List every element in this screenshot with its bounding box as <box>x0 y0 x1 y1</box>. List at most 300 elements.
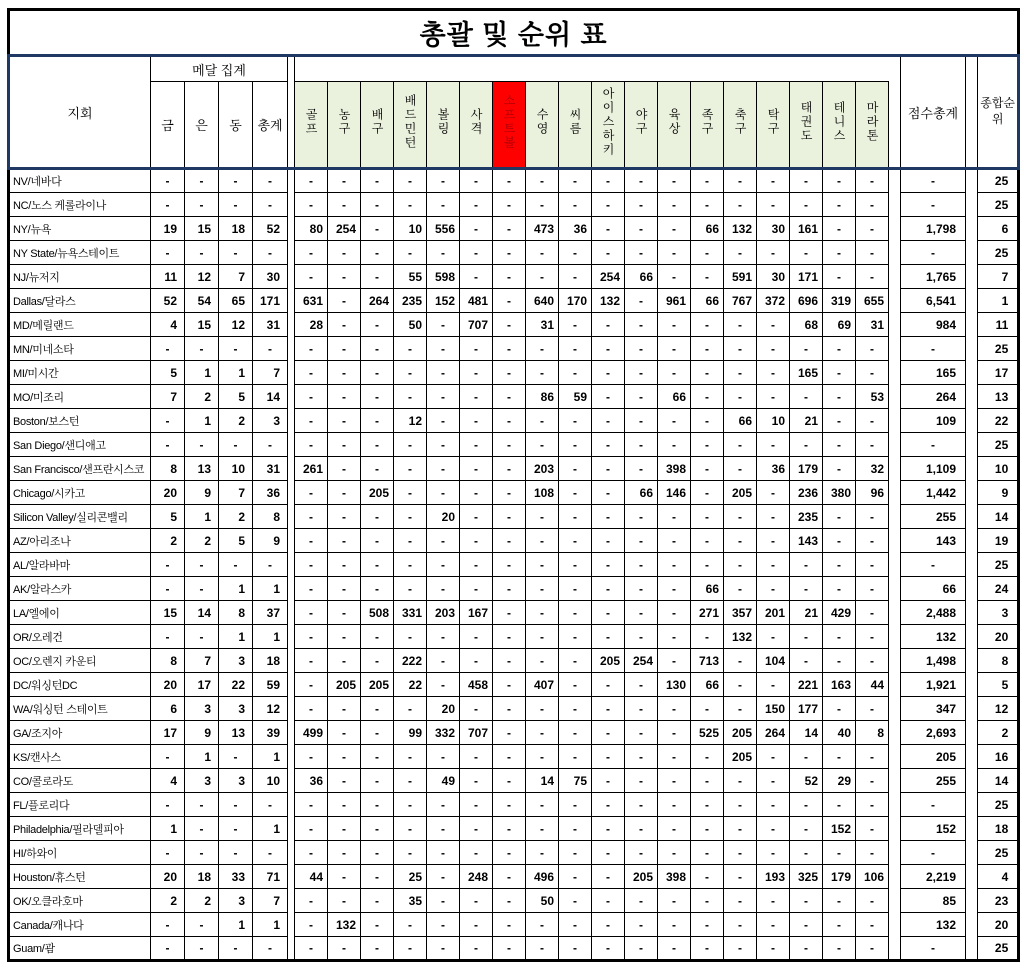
sport-cell: 10 <box>394 217 427 241</box>
table-row <box>9 169 1019 193</box>
sport-cell: - <box>526 409 559 433</box>
silver-cell: - <box>185 937 219 961</box>
gold-cell: 4 <box>151 313 185 337</box>
column-spacer <box>288 865 295 889</box>
column-spacer <box>966 697 978 721</box>
table-row <box>9 193 1019 217</box>
sport-cell: - <box>658 553 691 577</box>
column-spacer <box>288 769 295 793</box>
column-spacer <box>966 241 978 265</box>
sport-cell: - <box>526 937 559 961</box>
chapter-cell: NY/뉴욕 <box>9 217 151 241</box>
sport-cell: - <box>592 505 625 529</box>
sport-cell: 205 <box>724 745 757 769</box>
column-spacer <box>288 697 295 721</box>
sport-cell: - <box>295 433 328 457</box>
silver-cell: - <box>185 193 219 217</box>
sport-cell: - <box>592 313 625 337</box>
column-spacer <box>288 433 295 457</box>
sport-cell: 319 <box>823 289 856 313</box>
silver-cell: 1 <box>185 745 219 769</box>
sport-cell: - <box>394 385 427 409</box>
rank-cell: 25 <box>978 337 1019 361</box>
sport-cell: - <box>526 841 559 865</box>
sport-cell: - <box>592 769 625 793</box>
silver-cell: 9 <box>185 721 219 745</box>
sport-cell: - <box>559 457 592 481</box>
sport-cell: - <box>394 337 427 361</box>
sport-cell: - <box>691 193 724 217</box>
bronze-cell: 1 <box>219 361 253 385</box>
sport-cell: 12 <box>394 409 427 433</box>
sport-cell: 163 <box>823 673 856 697</box>
sport-cell: - <box>823 169 856 193</box>
sport-cell: - <box>658 937 691 961</box>
sport-cell: - <box>427 817 460 841</box>
sport-cell: - <box>427 577 460 601</box>
sport-cell: - <box>328 889 361 913</box>
sport-cell: - <box>823 433 856 457</box>
column-spacer <box>966 553 978 577</box>
table-row <box>9 721 1019 745</box>
sport-cell: - <box>658 745 691 769</box>
rank-cell: 25 <box>978 793 1019 817</box>
bronze-cell: - <box>219 241 253 265</box>
col-header-sport: 수영 <box>526 82 559 169</box>
sport-cell: - <box>625 457 658 481</box>
rank-cell: 2 <box>978 721 1019 745</box>
silver-cell: 1 <box>185 409 219 433</box>
sport-cell: - <box>559 913 592 937</box>
silver-cell: 54 <box>185 289 219 313</box>
score-total-cell: - <box>901 553 966 577</box>
sport-cell: - <box>394 361 427 385</box>
sport-cell: - <box>856 793 889 817</box>
sport-cell: - <box>460 913 493 937</box>
medal-total-cell: 36 <box>253 481 288 505</box>
column-spacer <box>889 865 901 889</box>
sport-cell: - <box>757 625 790 649</box>
sport-cell: - <box>757 529 790 553</box>
sport-cell: - <box>295 169 328 193</box>
silver-cell: - <box>185 433 219 457</box>
chapter-cell: San Diego/샌디애고 <box>9 433 151 457</box>
sport-cell: - <box>823 217 856 241</box>
bronze-cell: 1 <box>219 625 253 649</box>
rank-cell: 1 <box>978 289 1019 313</box>
sport-cell: 380 <box>823 481 856 505</box>
sport-cell: 205 <box>328 673 361 697</box>
sport-cell: - <box>823 505 856 529</box>
sport-cell: 20 <box>427 697 460 721</box>
sport-cell: - <box>526 529 559 553</box>
sport-cell: - <box>493 409 526 433</box>
column-spacer <box>288 361 295 385</box>
sport-cell: - <box>493 217 526 241</box>
chapter-cell: Canada/캐나다 <box>9 913 151 937</box>
score-total-cell: 165 <box>901 361 966 385</box>
column-spacer <box>889 553 901 577</box>
sport-cell: - <box>460 337 493 361</box>
chapter-cell: CO/콜로라도 <box>9 769 151 793</box>
column-spacer <box>288 937 295 961</box>
rank-cell: 4 <box>978 865 1019 889</box>
table-row <box>9 529 1019 553</box>
rank-cell: 18 <box>978 817 1019 841</box>
sport-cell: - <box>493 793 526 817</box>
sport-cell: - <box>724 529 757 553</box>
sport-cell: - <box>823 265 856 289</box>
sport-cell: - <box>493 913 526 937</box>
medal-total-cell: - <box>253 433 288 457</box>
sport-cell: - <box>328 193 361 217</box>
medal-total-cell: 171 <box>253 289 288 313</box>
sport-cell: - <box>625 385 658 409</box>
sport-cell: - <box>724 865 757 889</box>
sport-cell: - <box>427 409 460 433</box>
sport-cell: - <box>295 361 328 385</box>
column-spacer <box>889 193 901 217</box>
sport-cell: - <box>658 697 691 721</box>
sport-cell: 372 <box>757 289 790 313</box>
sport-cell: 132 <box>328 913 361 937</box>
bronze-cell: 3 <box>219 649 253 673</box>
sport-cell: 458 <box>460 673 493 697</box>
medal-total-cell: 31 <box>253 313 288 337</box>
gold-cell: 8 <box>151 649 185 673</box>
column-spacer <box>288 649 295 673</box>
chapter-cell: GA/조지아 <box>9 721 151 745</box>
chapter-cell: AZ/아리조나 <box>9 529 151 553</box>
silver-cell: 17 <box>185 673 219 697</box>
sport-cell: - <box>526 577 559 601</box>
sport-cell: - <box>394 937 427 961</box>
sport-cell: - <box>625 217 658 241</box>
bronze-cell: 65 <box>219 289 253 313</box>
medal-total-cell: - <box>253 841 288 865</box>
column-spacer <box>889 721 901 745</box>
sport-cell: - <box>691 433 724 457</box>
sport-cell: - <box>856 529 889 553</box>
gold-cell: - <box>151 409 185 433</box>
sport-cell: - <box>493 625 526 649</box>
bronze-cell: - <box>219 193 253 217</box>
column-spacer <box>966 313 978 337</box>
column-spacer <box>889 361 901 385</box>
sport-cell: - <box>757 313 790 337</box>
column-spacer <box>889 217 901 241</box>
table-row <box>9 289 1019 313</box>
bronze-cell: 3 <box>219 889 253 913</box>
col-header-silver: 은 <box>185 82 219 169</box>
sport-cell: - <box>361 793 394 817</box>
sport-cell: - <box>757 793 790 817</box>
score-total-cell: 6,541 <box>901 289 966 313</box>
silver-cell: 13 <box>185 457 219 481</box>
column-spacer <box>889 601 901 625</box>
sport-cell: - <box>427 937 460 961</box>
table-row <box>9 553 1019 577</box>
gold-cell: 20 <box>151 673 185 697</box>
sport-cell: 49 <box>427 769 460 793</box>
chapter-cell: NV/네바다 <box>9 169 151 193</box>
rank-cell: 16 <box>978 745 1019 769</box>
col-header-sport: 테니스 <box>823 82 856 169</box>
chapter-cell: Guam/괌 <box>9 937 151 961</box>
sport-cell: - <box>592 745 625 769</box>
sport-cell: - <box>724 577 757 601</box>
column-spacer <box>889 793 901 817</box>
bronze-cell: - <box>219 337 253 361</box>
column-spacer <box>288 505 295 529</box>
sport-cell: 170 <box>559 289 592 313</box>
sport-cell: - <box>856 409 889 433</box>
sport-cell: - <box>658 625 691 649</box>
col-header-sport: 육상 <box>658 82 691 169</box>
sport-cell: - <box>559 841 592 865</box>
sport-cell: - <box>427 553 460 577</box>
sport-cell: - <box>361 169 394 193</box>
sport-cell: 201 <box>757 601 790 625</box>
score-total-cell: 1,798 <box>901 217 966 241</box>
sport-cell: - <box>592 673 625 697</box>
sport-cell: - <box>526 601 559 625</box>
sport-cell: - <box>328 553 361 577</box>
column-spacer <box>966 673 978 697</box>
sport-cell: - <box>493 553 526 577</box>
sport-cell: 106 <box>856 865 889 889</box>
sport-cell: - <box>361 409 394 433</box>
sport-cell: - <box>460 625 493 649</box>
col-header-gold: 금 <box>151 82 185 169</box>
sport-cell: 14 <box>790 721 823 745</box>
sport-cell: 50 <box>394 313 427 337</box>
sport-cell: - <box>295 193 328 217</box>
sport-cell: - <box>427 841 460 865</box>
sport-cell: - <box>658 889 691 913</box>
sport-cell: - <box>823 625 856 649</box>
sport-cell: - <box>394 193 427 217</box>
sport-cell: - <box>625 817 658 841</box>
table-title: 총괄 및 순위 표 <box>9 10 1019 56</box>
sport-cell: - <box>592 793 625 817</box>
sport-cell: 205 <box>724 481 757 505</box>
column-spacer <box>889 241 901 265</box>
sport-cell: 631 <box>295 289 328 313</box>
sport-cell: 767 <box>724 289 757 313</box>
sport-cell: - <box>625 769 658 793</box>
sport-cell: - <box>361 265 394 289</box>
medal-total-cell: 37 <box>253 601 288 625</box>
sport-cell: - <box>361 769 394 793</box>
column-spacer <box>889 673 901 697</box>
sport-cell: 31 <box>856 313 889 337</box>
sport-cell: - <box>625 433 658 457</box>
col-header-sport: 사격 <box>460 82 493 169</box>
sport-cell: - <box>691 337 724 361</box>
column-spacer <box>966 745 978 769</box>
sport-cell: - <box>559 361 592 385</box>
sport-cell: - <box>856 193 889 217</box>
sport-cell: - <box>856 217 889 241</box>
sport-cell: - <box>691 385 724 409</box>
score-total-cell: 205 <box>901 745 966 769</box>
chapter-cell: Philadelphia/필라델피아 <box>9 817 151 841</box>
sport-cell: - <box>856 601 889 625</box>
sport-cell: - <box>592 889 625 913</box>
sport-cell: - <box>856 577 889 601</box>
sport-cell: - <box>427 337 460 361</box>
sport-cell: 36 <box>295 769 328 793</box>
sport-cell: - <box>724 505 757 529</box>
score-total-cell: 66 <box>901 577 966 601</box>
score-total-cell: 132 <box>901 625 966 649</box>
sport-cell: - <box>361 649 394 673</box>
table-row <box>9 793 1019 817</box>
column-spacer <box>288 289 295 313</box>
chapter-cell: NJ/뉴저지 <box>9 265 151 289</box>
sport-cell: - <box>790 553 823 577</box>
table-row <box>9 217 1019 241</box>
sport-cell: 30 <box>757 217 790 241</box>
sport-cell: - <box>361 553 394 577</box>
col-header-bronze: 동 <box>219 82 253 169</box>
sport-cell: - <box>559 577 592 601</box>
sport-cell: - <box>724 697 757 721</box>
sport-cell: - <box>724 169 757 193</box>
bronze-cell: 2 <box>219 505 253 529</box>
gold-cell: - <box>151 793 185 817</box>
sport-cell: - <box>691 505 724 529</box>
chapter-cell: OK/오클라호마 <box>9 889 151 913</box>
sport-cell: - <box>691 697 724 721</box>
column-spacer <box>966 289 978 313</box>
sport-cell: - <box>460 265 493 289</box>
medal-total-cell: 1 <box>253 745 288 769</box>
sport-cell: - <box>625 529 658 553</box>
sport-cell: 473 <box>526 217 559 241</box>
medal-total-cell: - <box>253 193 288 217</box>
score-total-cell: 1,442 <box>901 481 966 505</box>
sport-cell: 254 <box>328 217 361 241</box>
sport-cell: - <box>823 337 856 361</box>
bronze-cell: 3 <box>219 769 253 793</box>
sport-cell: - <box>691 625 724 649</box>
score-total-cell: - <box>901 193 966 217</box>
sport-cell: - <box>625 721 658 745</box>
silver-cell: - <box>185 913 219 937</box>
sport-cell: - <box>757 841 790 865</box>
bronze-cell: 12 <box>219 313 253 337</box>
sport-cell: - <box>295 601 328 625</box>
sport-cell: 44 <box>856 673 889 697</box>
sport-cell: - <box>559 553 592 577</box>
sport-cell: - <box>295 577 328 601</box>
col-header-overall-rank: 종합순위 <box>978 56 1019 169</box>
sport-cell: - <box>427 433 460 457</box>
sport-cell: - <box>757 817 790 841</box>
sport-cell: - <box>592 601 625 625</box>
sport-cell: - <box>856 769 889 793</box>
sport-cell: - <box>295 817 328 841</box>
silver-cell: - <box>185 241 219 265</box>
sport-cell: 961 <box>658 289 691 313</box>
sport-cell: - <box>295 673 328 697</box>
table-row <box>9 457 1019 481</box>
sport-cell: - <box>691 937 724 961</box>
sport-cell: 707 <box>460 313 493 337</box>
silver-cell: - <box>185 841 219 865</box>
column-spacer <box>288 385 295 409</box>
sport-cell: - <box>757 769 790 793</box>
col-header-sport: 볼링 <box>427 82 460 169</box>
sport-cell: - <box>460 937 493 961</box>
table-row <box>9 241 1019 265</box>
table-row <box>9 265 1019 289</box>
sport-cell: - <box>790 625 823 649</box>
medal-total-cell: - <box>253 241 288 265</box>
sport-cell: - <box>592 481 625 505</box>
bronze-cell: 1 <box>219 913 253 937</box>
sport-cell: - <box>757 889 790 913</box>
sport-cell: - <box>526 793 559 817</box>
table-row <box>9 745 1019 769</box>
sport-cell: - <box>493 697 526 721</box>
sport-cell: - <box>625 241 658 265</box>
sport-cell: - <box>823 649 856 673</box>
sport-cell: - <box>526 265 559 289</box>
gold-cell: - <box>151 169 185 193</box>
sport-cell: - <box>361 313 394 337</box>
sport-cell: - <box>724 673 757 697</box>
sport-cell: 205 <box>361 673 394 697</box>
medal-total-cell: - <box>253 553 288 577</box>
column-spacer <box>966 649 978 673</box>
column-spacer <box>288 841 295 865</box>
sport-cell: 407 <box>526 673 559 697</box>
column-spacer <box>889 529 901 553</box>
sport-cell: - <box>394 505 427 529</box>
sport-cell: 398 <box>658 457 691 481</box>
sport-cell: - <box>724 337 757 361</box>
silver-cell: - <box>185 337 219 361</box>
sport-cell: - <box>592 937 625 961</box>
sport-cell: - <box>559 169 592 193</box>
sport-cell: - <box>724 553 757 577</box>
sport-cell: - <box>361 745 394 769</box>
column-spacer <box>966 385 978 409</box>
sport-cell: - <box>757 553 790 577</box>
silver-cell: - <box>185 577 219 601</box>
sport-cell: - <box>526 361 559 385</box>
silver-cell: 2 <box>185 385 219 409</box>
column-spacer <box>966 481 978 505</box>
sport-cell: - <box>790 913 823 937</box>
sport-cell: - <box>328 529 361 553</box>
sport-cell: 205 <box>724 721 757 745</box>
sport-cell: - <box>394 625 427 649</box>
rank-cell: 25 <box>978 241 1019 265</box>
gold-cell: 6 <box>151 697 185 721</box>
sport-cell: - <box>625 937 658 961</box>
sport-cell: - <box>691 841 724 865</box>
sport-cell: - <box>460 889 493 913</box>
sport-cell: - <box>526 241 559 265</box>
sport-cell: 429 <box>823 601 856 625</box>
sport-cell: 264 <box>361 289 394 313</box>
column-spacer <box>288 337 295 361</box>
column-spacer <box>966 793 978 817</box>
